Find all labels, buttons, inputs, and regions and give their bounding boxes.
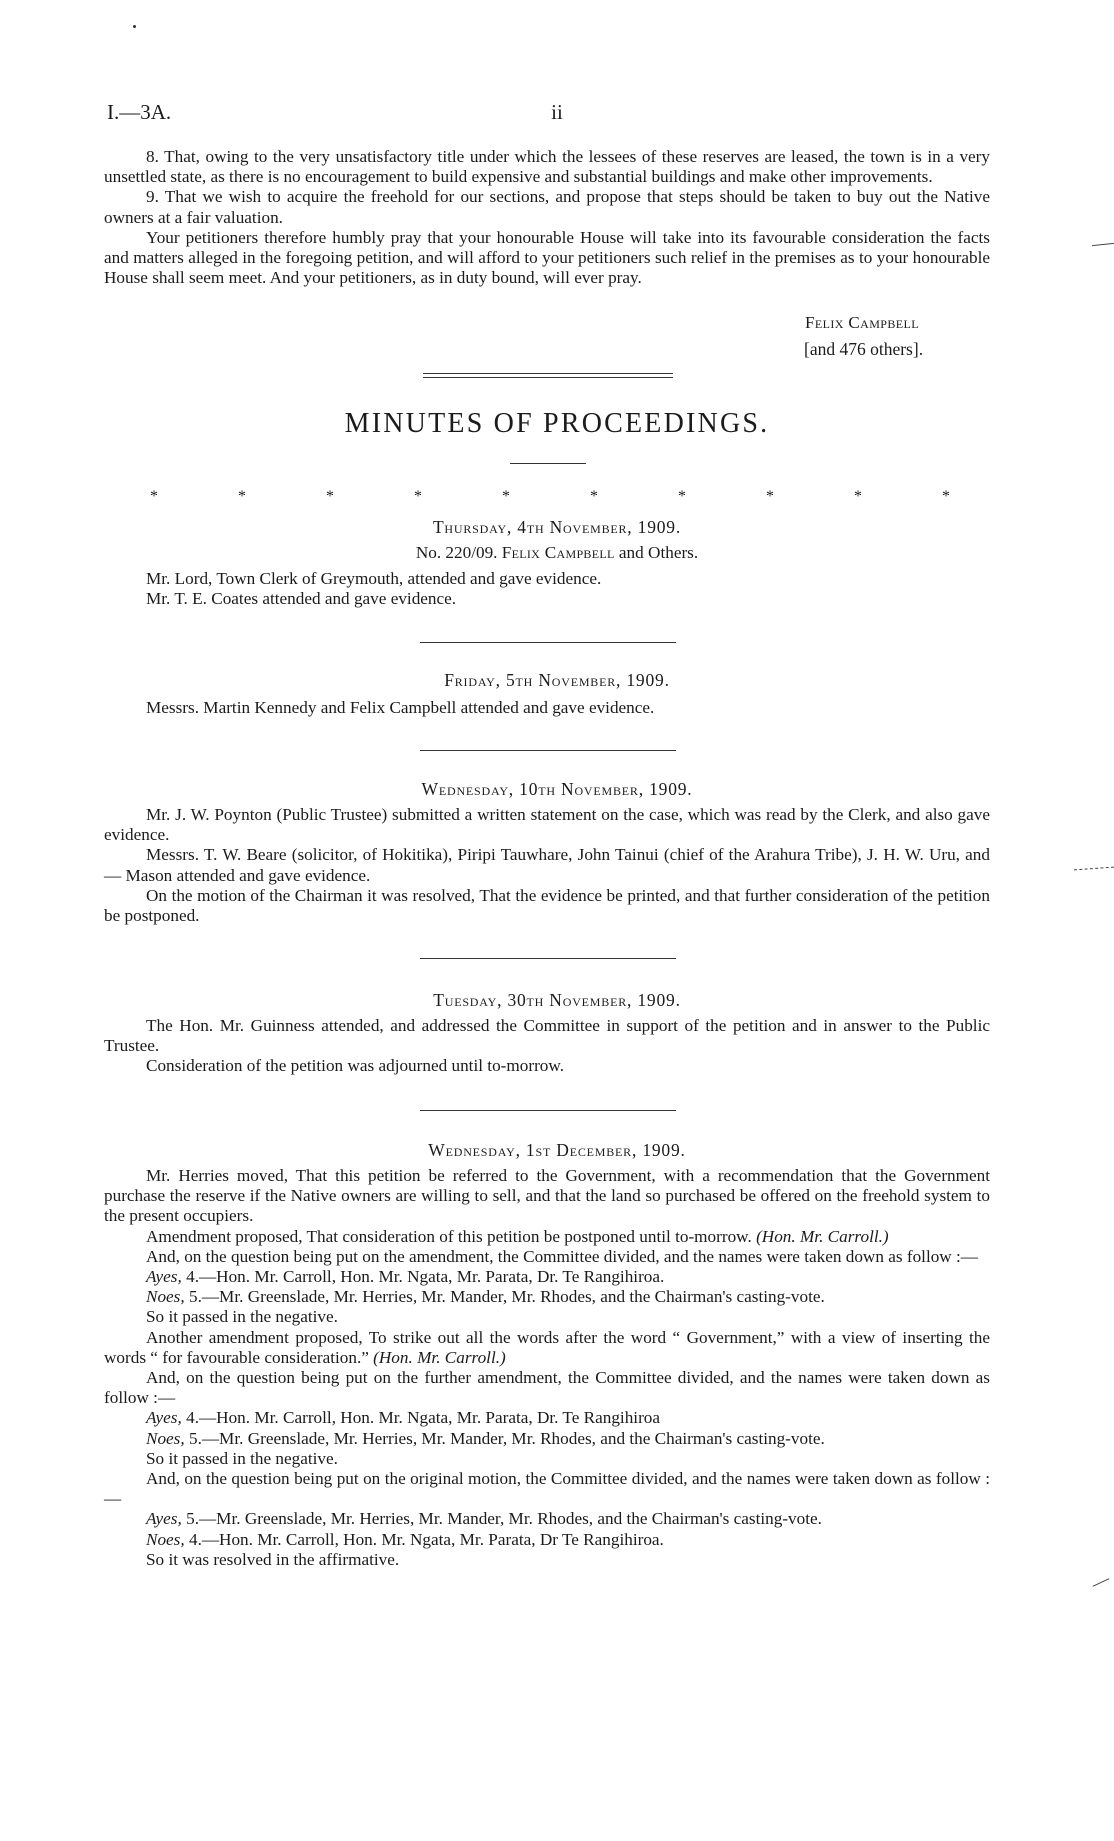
sitting-date-4: Tuesday, 30th November, 1909.: [433, 990, 681, 1010]
petition-signatory: Felix Campbell: [805, 313, 919, 332]
page-number: ii: [551, 100, 563, 124]
ayes-names: 4.—Hon. Mr. Carroll, Hon. Mr. Ngata, Mr. Parata, Dr. Te Rangihiroa.: [186, 1267, 665, 1287]
division-paragraph: And, on the question being put on the amendment, the Committee divided, and the names were taken down as follow :—: [146, 1246, 978, 1266]
section-rule: [420, 958, 676, 959]
star: *: [238, 488, 246, 505]
scan-mark-2: [1074, 867, 1114, 871]
sitting-3-text: [104, 805, 990, 926]
sitting-date-2: Friday, 5th November, 1909.: [444, 670, 670, 690]
sitting-1-text: [104, 569, 990, 609]
scan-mark-1: [1092, 243, 1114, 246]
noes-label: Noes,: [146, 1428, 185, 1448]
sitting-5-text: [104, 1166, 990, 1570]
petition-clause-9: 9. That we wish to acquire the freehold for our sections, and propose that steps should be taken to buy out the Native owners at a fair valuation.: [104, 187, 990, 227]
sitting-4-text: [104, 1016, 990, 1077]
noes-label: Noes,: [146, 1287, 185, 1307]
star: *: [414, 488, 422, 505]
noes-line: [104, 1429, 990, 1449]
minute-paragraph: Mr. J. W. Poynton (Public Trustee) submitted a written statement on the case, which was read by the Clerk, and also gave evidence.: [104, 805, 990, 845]
document-reference: I.—3A.: [107, 100, 172, 124]
star: *: [942, 488, 950, 505]
minute-line: Mr. Lord, Town Clerk of Greymouth, attended and gave evidence.: [146, 569, 602, 588]
ayes-label: Ayes,: [146, 1267, 182, 1287]
division-paragraph: And, on the question being put on the further amendment, the Committee divided, and the names were taken down as follow :—: [104, 1368, 990, 1408]
petition-reference-rest: and Others.: [618, 543, 699, 562]
result-line: So it passed in the negative.: [146, 1307, 338, 1327]
scan-dot: [133, 25, 136, 28]
star: *: [678, 488, 686, 505]
minute-paragraph: Consideration of the petition was adjourned until to-morrow.: [146, 1056, 564, 1076]
sitting-date-3: Wednesday, 10th November, 1909.: [421, 779, 693, 799]
result-line: So it was resolved in the affirmative.: [146, 1549, 400, 1569]
ayes-label: Ayes,: [146, 1509, 182, 1529]
noes-line: [104, 1287, 990, 1307]
petitioner-name: Felix Campbell: [501, 543, 615, 562]
ayes-line: [104, 1509, 990, 1529]
ayes-names: 5.—Mr. Greenslade, Mr. Herries, Mr. Mander, Mr. Rhodes, and the Chairman's casting-vote.: [186, 1509, 822, 1529]
minute-paragraph: The Hon. Mr. Guinness attended, and addressed the Committee in support of the petition and in answer to the Public Trustee.: [104, 1016, 990, 1056]
minute-line: Messrs. Martin Kennedy and Felix Campbell attended and gave evidence.: [146, 698, 655, 717]
scan-mark-3: [1093, 1578, 1110, 1587]
amendment-mover: (Hon. Mr. Carroll.): [373, 1347, 506, 1367]
section-rule: [420, 750, 676, 751]
star: *: [854, 488, 862, 505]
ayes-names: 4.—Hon. Mr. Carroll, Hon. Mr. Ngata, Mr. Parata, Dr. Te Rangihiroa: [186, 1408, 661, 1428]
minute-line: Mr. T. E. Coates attended and gave evidence.: [146, 589, 457, 609]
noes-names: 5.—Mr. Greenslade, Mr. Herries, Mr. Mander, Mr. Rhodes, and the Chairman's casting-vote.: [188, 1287, 825, 1307]
star: *: [766, 488, 774, 505]
noes-names: 5.—Mr. Greenslade, Mr. Herries, Mr. Mander, Mr. Rhodes, and the Chairman's casting-vote.: [188, 1428, 825, 1448]
title-rule: [510, 463, 586, 464]
sitting-date-1: Thursday, 4th November, 1909.: [432, 517, 682, 537]
petition-prayer: Your petitioners therefore humbly pray that your honourable House will take into its favourable consideration the facts and matters alleged in the foregoing petition, and will afford to your petitioners such relief in the premises as to your honourable House shall seem meet. And your petitioners, as in duty bound, will ever pray.: [104, 227, 990, 288]
result-line: So it passed in the negative.: [146, 1448, 338, 1468]
ayes-label: Ayes,: [146, 1408, 182, 1428]
minute-paragraph: Messrs. T. W. Beare (solicitor, of Hokitika), Piripi Tauwhare, John Tainui (chief of the Arahura Tribe), J. H. W. Uru, and — Mason attended and gave evidence.: [104, 845, 990, 885]
double-rule: [423, 373, 673, 378]
section-rule: [420, 1110, 676, 1111]
amendment-paragraph: [104, 1328, 990, 1368]
amendment-text: Amendment proposed, That consideration of this petition be postponed until to-morrow.: [146, 1226, 752, 1246]
noes-names: 4.—Hon. Mr. Carroll, Hon. Mr. Ngata, Mr. Parata, Dr Te Rangihiroa.: [188, 1529, 664, 1549]
petition-reference: [0, 543, 1114, 563]
motion-paragraph: Mr. Herries moved, That this petition be referred to the Government, with a recommendation that the Government purchase the reserve if the Native owners are willing to sell, and that the land so purchased be offered on the freehold system to the present occupiers.: [104, 1166, 990, 1226]
star: *: [150, 488, 158, 505]
petition-clause-8: 8. That, owing to the very unsatisfactory title under which the lessees of these reserves are leased, the town is in a very unsettled state, as there is no encouragement to build expensive and substantial buildings and make other improvements.: [104, 147, 990, 187]
ellipsis-stars: [150, 488, 950, 506]
noes-line: [104, 1530, 990, 1550]
amendment-mover: (Hon. Mr. Carroll.): [756, 1226, 889, 1246]
sitting-2-text: [104, 698, 990, 718]
star: *: [590, 488, 598, 505]
petition-text: [104, 147, 990, 288]
section-rule: [420, 642, 676, 643]
amendment-paragraph: [104, 1227, 990, 1247]
minutes-title: MINUTES OF PROCEEDINGS.: [344, 408, 770, 439]
star: *: [326, 488, 334, 505]
division-paragraph: And, on the question being put on the original motion, the Committee divided, and the names were taken down as follow :—: [104, 1469, 990, 1509]
minute-paragraph: On the motion of the Chairman it was resolved, That the evidence be printed, and that further consideration of the petition be postponed.: [104, 885, 990, 926]
petition-others: [and 476 others].: [804, 339, 924, 359]
ayes-line: [104, 1267, 990, 1287]
star: *: [502, 488, 510, 505]
amendment-text: Another amendment proposed, To strike out all the words after the word “ Government,” with a view of inserting the words “ for favourable consideration.”: [104, 1327, 990, 1367]
petition-number: No. 220/09.: [415, 543, 498, 562]
sitting-date-5: Wednesday, 1st December, 1909.: [428, 1140, 686, 1160]
noes-label: Noes,: [146, 1529, 185, 1549]
ayes-line: [104, 1408, 990, 1428]
